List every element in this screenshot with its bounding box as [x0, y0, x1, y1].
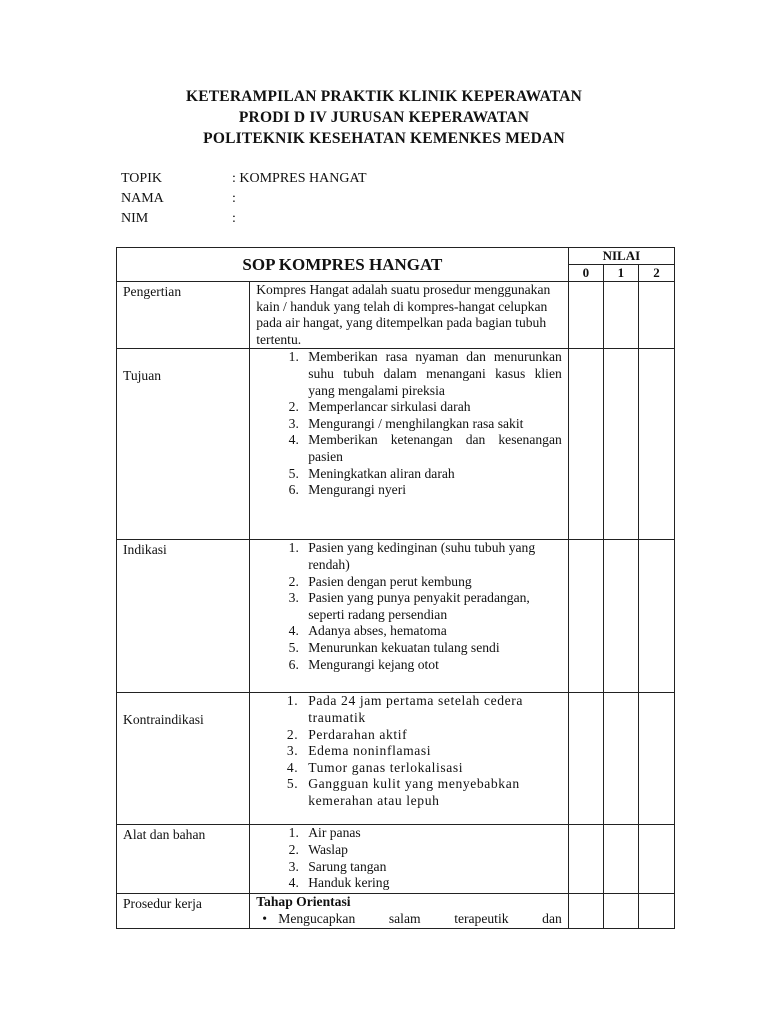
list-item: 3. Pasien yang punya penyakit peradangan, seperti radang persendian: [302, 590, 562, 623]
score-cell-2[interactable]: [638, 894, 674, 929]
alat-content: [250, 825, 569, 894]
list-item: 1. Air panas: [302, 825, 562, 842]
pengertian-row: [117, 282, 675, 349]
stage-heading: Tahap Orientasi: [256, 894, 351, 910]
score-cell-1[interactable]: [603, 349, 638, 540]
kontraindikasi-content: [250, 693, 569, 825]
document-header: [0, 86, 768, 149]
list-item: 2. Pasien dengan perut kembung: [302, 574, 562, 591]
score-cell-1[interactable]: [603, 894, 638, 929]
tujuan-label: Tujuan: [117, 349, 250, 540]
alat-label: Alat dan bahan: [117, 825, 250, 894]
kontraindikasi-list: [256, 693, 562, 809]
list-item: 6. Mengurangi kejang otot: [302, 657, 562, 674]
topik-value: : KOMPRES HANGAT: [232, 171, 367, 186]
list-item: 2. Waslap: [302, 842, 562, 859]
score-cell-0[interactable]: [568, 693, 603, 825]
header-title-line-1: KETERAMPILAN PRAKTIK KLINIK KEPERAWATAN: [185, 88, 583, 105]
prosedur-list: [256, 911, 562, 928]
score-0-header: 0: [568, 265, 603, 282]
nim-value: :: [232, 211, 236, 226]
indikasi-content: [250, 540, 569, 693]
list-item: 5. Meningkatkan aliran darah: [302, 466, 562, 483]
score-cell-1[interactable]: [603, 693, 638, 825]
list-item: 1. Pasien yang kedinginan (suhu tubuh yang rendah): [302, 540, 562, 573]
header-title-line-3: POLITEKNIK KESEHATAN KEMENKES MEDAN: [203, 130, 565, 147]
score-cell-2[interactable]: [638, 693, 674, 825]
prosedur-row: [117, 894, 675, 929]
list-item: 3. Edema noninflamasi: [302, 743, 562, 760]
list-item: 5. Gangguan kulit yang menyebabkan kemerahan atau lepuh: [302, 776, 562, 809]
list-item: 1. Pada 24 jam pertama setelah cedera traumatik: [302, 693, 562, 726]
list-item: 2. Perdarahan aktif: [302, 727, 562, 744]
score-cell-2[interactable]: [638, 349, 674, 540]
list-item: 4. Tumor ganas terlokalisasi: [302, 760, 562, 777]
list-item: 3. Mengurangi / menghilangkan rasa sakit: [302, 416, 562, 433]
pengertian-text: Kompres Hangat adalah suatu prosedur menggunakan kain / handuk yang telah di kompres-hangat celupkan pada air hangat, yang ditempelkan pada bagian tubuh tertentu.: [250, 282, 569, 349]
score-cell-0[interactable]: [568, 894, 603, 929]
table-title-row: [117, 248, 675, 265]
alat-row: [117, 825, 675, 894]
tujuan-list: [256, 349, 562, 498]
list-item: 6. Mengurangi nyeri: [302, 482, 562, 499]
prosedur-content: [250, 894, 569, 929]
score-cell-0[interactable]: [568, 349, 603, 540]
score-2-header: 2: [638, 265, 674, 282]
list-item: 4. Adanya abses, hematoma: [302, 623, 562, 640]
list-item: 3. Sarung tangan: [302, 859, 562, 876]
score-cell-2[interactable]: [638, 540, 674, 693]
score-cell-0[interactable]: [568, 540, 603, 693]
indikasi-row: [117, 540, 675, 693]
score-1-header: 1: [603, 265, 638, 282]
score-cell-1[interactable]: [603, 825, 638, 894]
nim-label: NIM: [121, 211, 149, 226]
nama-value: :: [232, 191, 236, 206]
alat-list: [256, 825, 562, 891]
score-cell-1[interactable]: [603, 282, 638, 349]
sop-table: [116, 247, 675, 929]
tujuan-content: [250, 349, 569, 540]
indikasi-label: Indikasi: [117, 540, 250, 693]
list-item: • Mengucapkan salam terapeutik dan: [278, 911, 562, 928]
list-item: 2. Memperlancar sirkulasi darah: [302, 399, 562, 416]
sop-title: SOP KOMPRES HANGAT: [117, 248, 569, 282]
kontraindikasi-label: Kontraindikasi: [117, 693, 250, 825]
list-item: 4. Handuk kering: [302, 875, 562, 892]
indikasi-list: [256, 540, 562, 673]
pengertian-label: Pengertian: [117, 282, 250, 349]
score-cell-2[interactable]: [638, 282, 674, 349]
score-cell-0[interactable]: [568, 825, 603, 894]
tujuan-row: [117, 349, 675, 540]
prosedur-label: Prosedur kerja: [117, 894, 250, 929]
nilai-header: NILAI: [568, 248, 674, 265]
score-cell-0[interactable]: [568, 282, 603, 349]
score-cell-1[interactable]: [603, 540, 638, 693]
list-item: 5. Menurunkan kekuatan tulang sendi: [302, 640, 562, 657]
score-cell-2[interactable]: [638, 825, 674, 894]
kontraindikasi-row: [117, 693, 675, 825]
nama-label: NAMA: [121, 191, 164, 206]
list-item: 4. Memberikan ketenangan dan kesenangan pasien: [302, 432, 562, 465]
topik-label: TOPIK: [121, 171, 162, 186]
list-item: 1. Memberikan rasa nyaman dan menurunkan suhu tubuh dalam menangani kasus klien yang mengalami pireksia: [302, 349, 562, 399]
header-title-line-2: PRODI D IV JURUSAN KEPERAWATAN: [238, 109, 530, 126]
